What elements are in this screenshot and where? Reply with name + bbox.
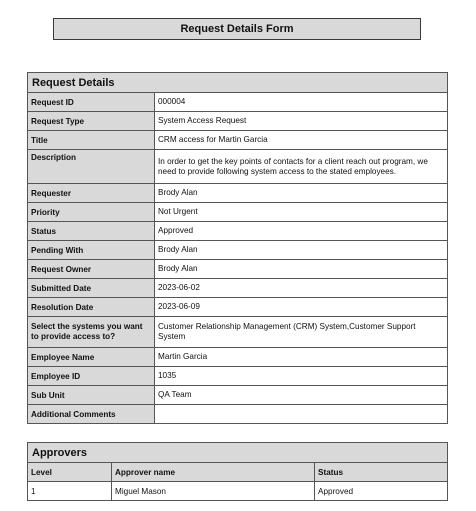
field-value: Not Urgent <box>155 203 448 222</box>
form-title: Request Details Form <box>53 18 421 40</box>
approver-level: 1 <box>28 482 112 501</box>
detail-row-employee-id <box>28 367 448 386</box>
detail-row-resolution-date <box>28 298 448 317</box>
approver-row <box>28 482 448 501</box>
detail-row-employee-name <box>28 348 448 367</box>
field-value: Approved <box>155 222 448 241</box>
field-label: Request ID <box>28 93 155 112</box>
detail-row-title <box>28 131 448 150</box>
request-details-table <box>27 72 448 424</box>
field-label: Requester <box>28 184 155 203</box>
field-label: Submitted Date <box>28 279 155 298</box>
approver-status: Approved <box>315 482 448 501</box>
column-header-approver-name: Approver name <box>112 463 315 482</box>
detail-row-priority <box>28 203 448 222</box>
detail-row-sub-unit <box>28 386 448 405</box>
field-value: Martin Garcia <box>155 348 448 367</box>
field-value: System Access Request <box>155 112 448 131</box>
field-value: Brody Alan <box>155 260 448 279</box>
detail-row-pending-with <box>28 241 448 260</box>
section-header-row <box>28 73 448 93</box>
detail-row-request-type <box>28 112 448 131</box>
approver-name: Miguel Mason <box>112 482 315 501</box>
field-value: 1035 <box>155 367 448 386</box>
field-value: 000004 <box>155 93 448 112</box>
approvers-header: Approvers <box>28 443 448 463</box>
field-label: Select the systems you want to provide access to? <box>28 317 155 348</box>
approvers-column-headers <box>28 463 448 482</box>
detail-row-status <box>28 222 448 241</box>
field-value: 2023-06-09 <box>155 298 448 317</box>
field-value: Brody Alan <box>155 241 448 260</box>
field-label: Request Owner <box>28 260 155 279</box>
field-label: Employee Name <box>28 348 155 367</box>
request-details-header: Request Details <box>28 73 448 93</box>
field-label: Resolution Date <box>28 298 155 317</box>
field-value: QA Team <box>155 386 448 405</box>
approvers-table <box>27 442 448 501</box>
field-label: Title <box>28 131 155 150</box>
field-label: Description <box>28 150 155 184</box>
section-header-row <box>28 443 448 463</box>
field-value: CRM access for Martin Garcia <box>155 131 448 150</box>
field-label: Additional Comments <box>28 405 155 424</box>
detail-row-systems <box>28 317 448 348</box>
field-value: Customer Relationship Management (CRM) System,Customer Support System <box>155 317 448 348</box>
detail-row-additional-comments <box>28 405 448 424</box>
field-value <box>155 405 448 424</box>
field-label: Request Type <box>28 112 155 131</box>
field-label: Sub Unit <box>28 386 155 405</box>
field-value: 2023-06-02 <box>155 279 448 298</box>
field-label: Employee ID <box>28 367 155 386</box>
field-label: Status <box>28 222 155 241</box>
detail-row-request-id <box>28 93 448 112</box>
detail-row-description <box>28 150 448 184</box>
detail-row-requester <box>28 184 448 203</box>
column-header-status: Status <box>315 463 448 482</box>
field-label: Priority <box>28 203 155 222</box>
detail-row-submitted-date <box>28 279 448 298</box>
field-value: Brody Alan <box>155 184 448 203</box>
field-value: In order to get the key points of contacts for a client reach out program, we need to provide following system access to the stated employees. <box>155 150 448 184</box>
column-header-level: Level <box>28 463 112 482</box>
field-label: Pending With <box>28 241 155 260</box>
detail-row-request-owner <box>28 260 448 279</box>
